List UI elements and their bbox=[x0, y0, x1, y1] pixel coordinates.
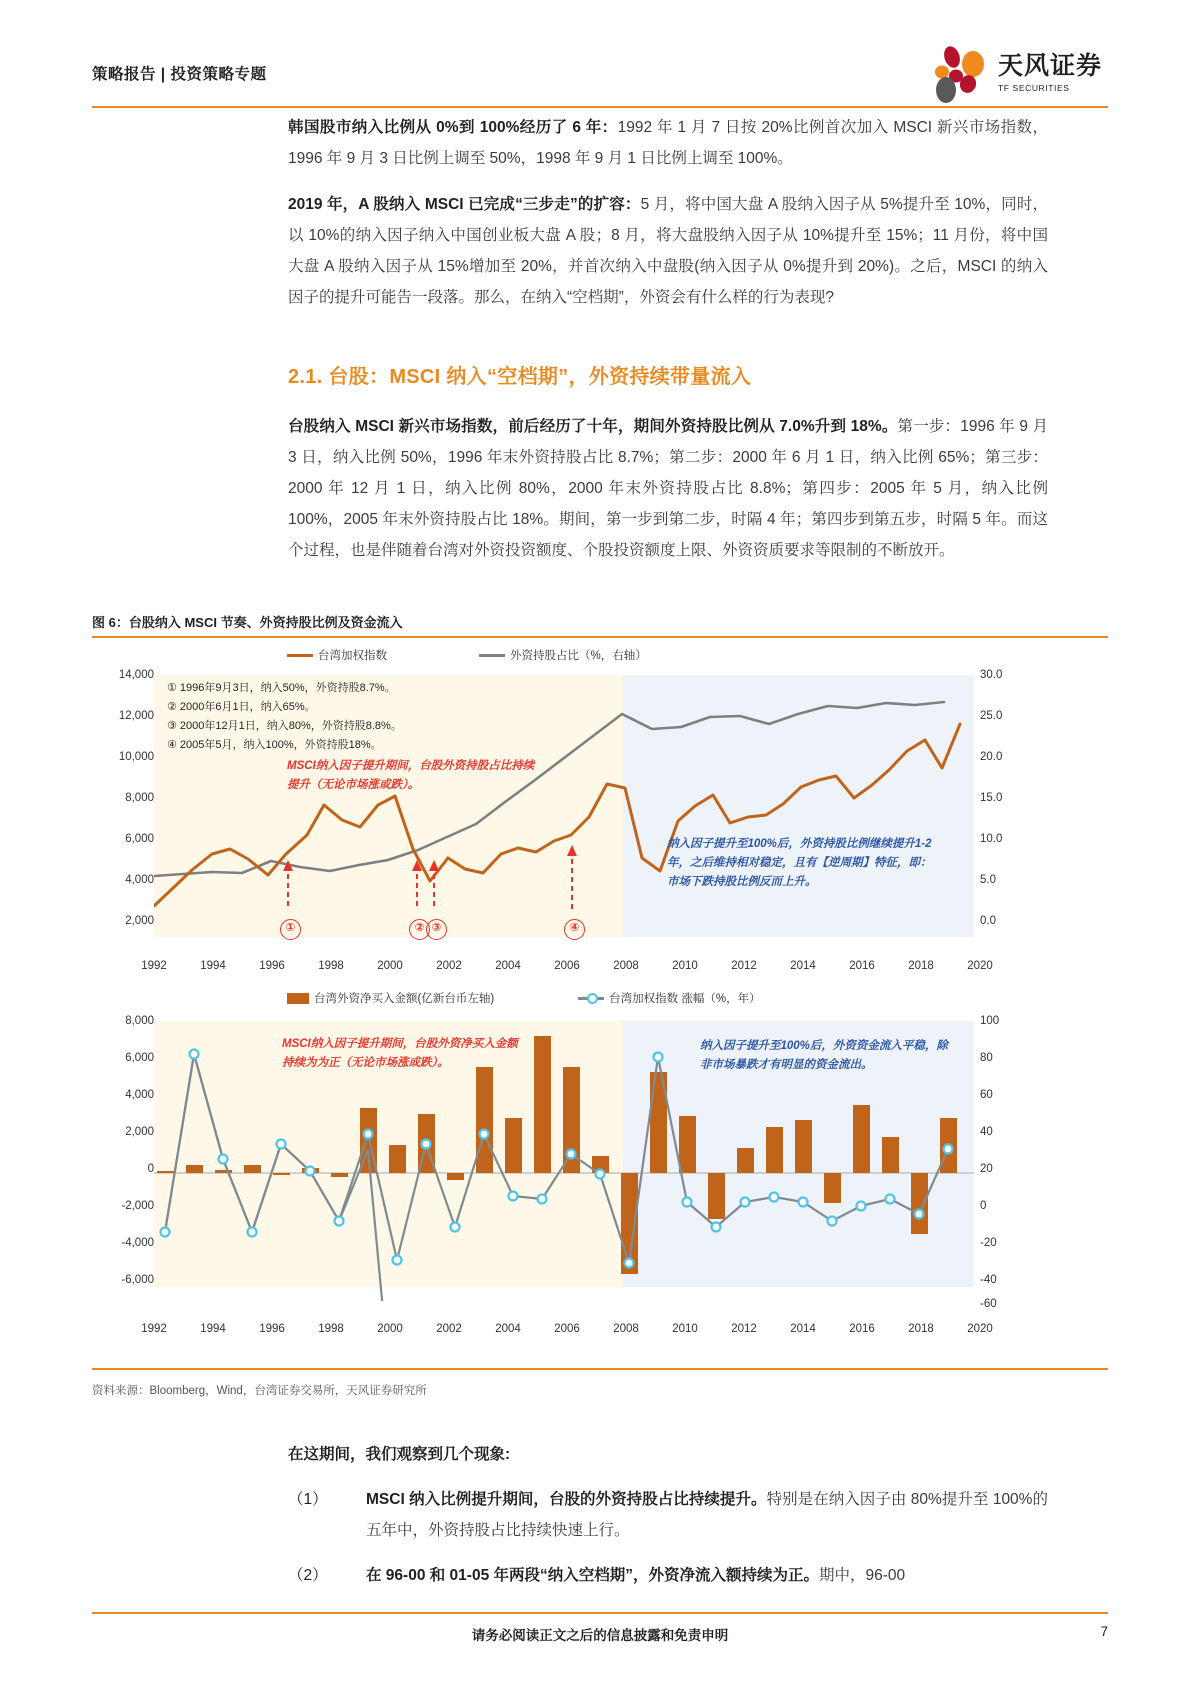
chart1-xtick: 1996 bbox=[259, 960, 285, 972]
legend-line-marker-icon bbox=[578, 997, 604, 1000]
chart2-ytick-right: 20 bbox=[980, 1163, 993, 1175]
conclusion-item-2-index: （2） bbox=[288, 1567, 328, 1584]
chart2-xtick: 2016 bbox=[849, 1323, 875, 1335]
chart2-ytick-left: -6,000 bbox=[121, 1274, 154, 1286]
conclusion-block bbox=[288, 1442, 1048, 1605]
chart1-marker-2: ② bbox=[409, 919, 430, 940]
figure-source: 资料来源：Bloomberg，Wind，台湾证券交易所，天风证券研究所 bbox=[92, 1385, 427, 1397]
section-paragraph-lead: 台股纳入 MSCI 新兴市场指数，前后经历了十年，期间外资持股比例从 7.0%升到 18%。 bbox=[288, 418, 898, 435]
paragraph-korea-lead: 韩国股市纳入比例从 0%到 100%经历了 6 年： bbox=[288, 119, 618, 136]
chart2-ytick-left: -2,000 bbox=[121, 1200, 154, 1212]
chart2-blue-note: 纳入因子提升至100%后，外资资金流入平稳，除非市场暴跌才有明显的资金流出。 bbox=[700, 1040, 948, 1071]
chart2-ytick-right: 0 bbox=[980, 1200, 987, 1212]
chart1-red-note: MSCI纳入因子提升期间，台股外资持股占比持续提升（无论市场涨或跌）。 bbox=[287, 760, 535, 791]
footer-divider bbox=[92, 1612, 1108, 1614]
logo-company-cn: 天风证券 bbox=[998, 52, 1103, 80]
chart2-xtick: 2006 bbox=[554, 1323, 580, 1335]
chart2-ytick-right: 40 bbox=[980, 1126, 993, 1138]
chart2-red-note: MSCI纳入因子提升期间，台股外资净买入金额持续为为正（无论市场涨或跌）。 bbox=[282, 1038, 518, 1069]
section-2-1 bbox=[288, 360, 1048, 581]
paragraph-korea bbox=[288, 112, 1048, 174]
chart1-marker-1: ① bbox=[280, 919, 301, 940]
chart2-ytick-left: 8,000 bbox=[125, 1015, 154, 1027]
paragraph-korea-body: 1992 年 1 月 7 日按 20%比例首次加入 MSCI 新兴市场指数，1996 年 9 月 3 日比例上调至 50%，1998 年 9 月 1 日比例上调至 100%。 bbox=[288, 119, 1048, 167]
chart1-xtick: 2000 bbox=[377, 960, 403, 972]
conclusion-item-1-lead: MSCI 纳入比例提升期间，台股的外资持股占比持续提升。 bbox=[366, 1491, 767, 1508]
chart1-ytick-left: 10,000 bbox=[118, 751, 154, 763]
chart1-callout-item: ② 2000年6月1日，纳入65%。 bbox=[167, 701, 316, 713]
chart1-ytick-right: 5.0 bbox=[980, 874, 996, 886]
chart2-xtick: 2004 bbox=[495, 1323, 521, 1335]
chart2-ytick-right: -20 bbox=[980, 1237, 997, 1249]
intro-paragraphs bbox=[288, 112, 1048, 328]
logo-text bbox=[998, 52, 1108, 93]
chart1-ytick-right: 15.0 bbox=[980, 792, 1003, 804]
figure-title: 图 6：台股纳入 MSCI 节奏、外资持股比例及资金流入 bbox=[92, 615, 403, 630]
section-heading: 2.1. 台股：MSCI 纳入“空档期”，外资持续带量流入 bbox=[288, 366, 752, 388]
section-paragraph bbox=[288, 411, 1048, 566]
chart2-legend-item-return bbox=[578, 990, 760, 1006]
chart1-marker-4: ④ bbox=[564, 919, 585, 940]
conclusion-item-2 bbox=[288, 1560, 1048, 1591]
chart1-ytick-right: 0.0 bbox=[980, 915, 996, 927]
chart1-xtick: 1994 bbox=[200, 960, 226, 972]
chart2-legend-item-netbuy bbox=[287, 990, 494, 1006]
chart2-ytick-right: 80 bbox=[980, 1052, 993, 1064]
chart2-legend-label-return: 台湾加权指数 涨幅（%，年） bbox=[609, 993, 761, 1005]
chart1-xtick: 2020 bbox=[967, 960, 993, 972]
chart1-legend bbox=[287, 647, 647, 663]
legend-line-icon bbox=[287, 654, 313, 657]
chart1-ytick-left: 12,000 bbox=[118, 710, 154, 722]
chart1-xtick: 1992 bbox=[141, 960, 167, 972]
figure-chart-area bbox=[92, 645, 1108, 1355]
conclusion-item-1 bbox=[288, 1484, 1048, 1546]
chart2-ytick-left: 4,000 bbox=[125, 1089, 154, 1101]
chart1-callout-item: ① 1996年9月3日，纳入50%，外资持股8.7%。 bbox=[167, 682, 396, 694]
conclusion-heading: 在这期间，我们观察到几个现象: bbox=[288, 1446, 511, 1463]
chart1-ytick-right: 20.0 bbox=[980, 751, 1003, 763]
chart1-xtick: 1998 bbox=[318, 960, 344, 972]
conclusion-item-2-rest: 期中，96-00 bbox=[819, 1567, 906, 1584]
chart2-plot bbox=[92, 1013, 1108, 1313]
chart2-xtick: 2014 bbox=[790, 1323, 816, 1335]
conclusion-item-1-index: （1） bbox=[288, 1491, 328, 1508]
logo-mark-icon bbox=[928, 46, 994, 104]
chart1-callout-list bbox=[167, 679, 402, 755]
chart1-xtick: 2002 bbox=[436, 960, 462, 972]
section-paragraph-body: 第一步：1996 年 9 月 3 日，纳入比例 50%，1996 年末外资持股占比 8.7%；第二步：2000 年 6 月 1 日，纳入比例 65%；第三步：2000 年 12 月 1 日，纳入比例 80%，2000 年末外资持股占比 8.8%；第四步：2005 年 5 月，纳入比例 100%，2005 年末外资持股占比 18%。期间，第一步到第二步，时隔 4 年；第四步到第五步，时隔 5 年。而这个过程，也是伴随着台湾对外资投资额度、个股投资额度上限、外资资质要求等限制的不断放开。 bbox=[288, 418, 1048, 559]
chart1-blue-note: 纳入因子提升至100%后，外资持股比例继续提升1-2年，之后维持相对稳定，且有【逆周期】特征，即：市场下跌持股比例反而上升。 bbox=[667, 838, 932, 888]
chart1-legend-item-share bbox=[479, 647, 647, 663]
chart1-xtick: 2008 bbox=[613, 960, 639, 972]
legend-line-icon bbox=[479, 654, 505, 657]
chart1-xtick: 2004 bbox=[495, 960, 521, 972]
chart2-ytick-left: 0 bbox=[147, 1163, 154, 1175]
chart1-xtick: 2018 bbox=[908, 960, 934, 972]
chart1-ytick-right: 25.0 bbox=[980, 710, 1003, 722]
footer-page-number: 7 bbox=[1100, 1624, 1108, 1639]
chart2-xtick: 1998 bbox=[318, 1323, 344, 1335]
chart2-ytick-right: -60 bbox=[980, 1298, 997, 1310]
chart2-ytick-right: 100 bbox=[980, 1015, 1000, 1027]
chart2-xtick: 2012 bbox=[731, 1323, 757, 1335]
chart1-xtick: 2014 bbox=[790, 960, 816, 972]
chart2-ytick-right: -40 bbox=[980, 1274, 997, 1286]
chart1-ytick-left: 6,000 bbox=[125, 833, 154, 845]
chart2-xtick: 2008 bbox=[613, 1323, 639, 1335]
legend-bar-icon bbox=[287, 993, 309, 1004]
header-divider bbox=[92, 106, 1108, 108]
page-header bbox=[92, 46, 1108, 108]
chart1-ytick-left: 4,000 bbox=[125, 874, 154, 886]
logo-company-en: TF SECURITIES bbox=[998, 83, 1070, 93]
chart2-ytick-right: 60 bbox=[980, 1089, 993, 1101]
conclusion-item-1-rest: 特别是在纳入因子由 80%提升至 100%的五年中，外资持股占比持续快速上行。 bbox=[366, 1491, 1049, 1539]
chart1-callout-item: ④ 2005年5月，纳入100%，外资持股18%。 bbox=[167, 739, 382, 751]
figure-bottom-divider bbox=[92, 1368, 1108, 1370]
chart2-xtick: 2020 bbox=[967, 1323, 993, 1335]
chart1-callout-item: ③ 2000年12月1日，纳入80%，外资持股8.8%。 bbox=[167, 720, 402, 732]
chart1-legend-item-index bbox=[287, 647, 387, 663]
conclusion-item-2-lead: 在 96-00 和 01-05 年两段“纳入空档期”，外资净流入额持续为正。 bbox=[366, 1567, 820, 1584]
company-logo bbox=[928, 46, 1108, 104]
chart2-ytick-left: -4,000 bbox=[121, 1237, 154, 1249]
chart2-ytick-left: 2,000 bbox=[125, 1126, 154, 1138]
chart1-marker-3: ③ bbox=[426, 919, 447, 940]
figure-top-divider bbox=[92, 636, 1108, 638]
chart2-legend-label-netbuy: 台湾外资净买入金额(亿新台币左轴) bbox=[314, 993, 495, 1005]
chart2-xtick: 1994 bbox=[200, 1323, 226, 1335]
header-title: 策略报告 | 投资策略专题 bbox=[92, 66, 267, 83]
paragraph-2019-lead: 2019 年，A 股纳入 MSCI 已完成“三步走”的扩容： bbox=[288, 196, 641, 213]
chart1-plot bbox=[92, 667, 1108, 955]
chart2-xtick: 1996 bbox=[259, 1323, 285, 1335]
chart1-xtick: 2016 bbox=[849, 960, 875, 972]
chart2-legend bbox=[287, 990, 761, 1006]
chart2-ytick-left: 6,000 bbox=[125, 1052, 154, 1064]
chart1-ytick-right: 10.0 bbox=[980, 833, 1003, 845]
chart1-ytick-left: 2,000 bbox=[125, 915, 154, 927]
chart1-ytick-left: 8,000 bbox=[125, 792, 154, 804]
chart2-xtick: 1992 bbox=[141, 1323, 167, 1335]
paragraph-2019 bbox=[288, 189, 1048, 313]
chart2-xtick: 2000 bbox=[377, 1323, 403, 1335]
chart1-xtick: 2012 bbox=[731, 960, 757, 972]
conclusion-item-1-body bbox=[366, 1484, 1048, 1546]
paragraph-2019-body: 5 月，将中国大盘 A 股纳入因子从 5%提升至 10%，同时，以 10%的纳入因子纳入中国创业板大盘 A 股；8 月，将大盘股纳入因子从 10%提升至 15%；11 月份，将中国大盘 A 股纳入因子从 15%增加至 20%，并首次纳入中盘股(纳入因子从 0%提升到 20%)。之后，MSCI 的纳入因子的提升可能告一段落。那么，在纳入“空档期”，外资会有什么样的行为表现? bbox=[288, 196, 1049, 306]
chart1-xtick: 2010 bbox=[672, 960, 698, 972]
footer-disclaimer: 请务必阅读正文之后的信息披露和免责申明 bbox=[471, 1628, 729, 1643]
chart1-ytick-right: 30.0 bbox=[980, 669, 1003, 681]
chart2-xtick: 2018 bbox=[908, 1323, 934, 1335]
chart1-legend-label-index: 台湾加权指数 bbox=[318, 650, 387, 662]
chart1-ytick-left: 14,000 bbox=[118, 669, 154, 681]
chart2-xtick: 2010 bbox=[672, 1323, 698, 1335]
chart1-legend-label-share: 外资持股占比（%，右轴） bbox=[510, 650, 647, 662]
conclusion-item-2-body bbox=[366, 1560, 1048, 1591]
chart2-xtick: 2002 bbox=[436, 1323, 462, 1335]
chart1-xtick: 2006 bbox=[554, 960, 580, 972]
